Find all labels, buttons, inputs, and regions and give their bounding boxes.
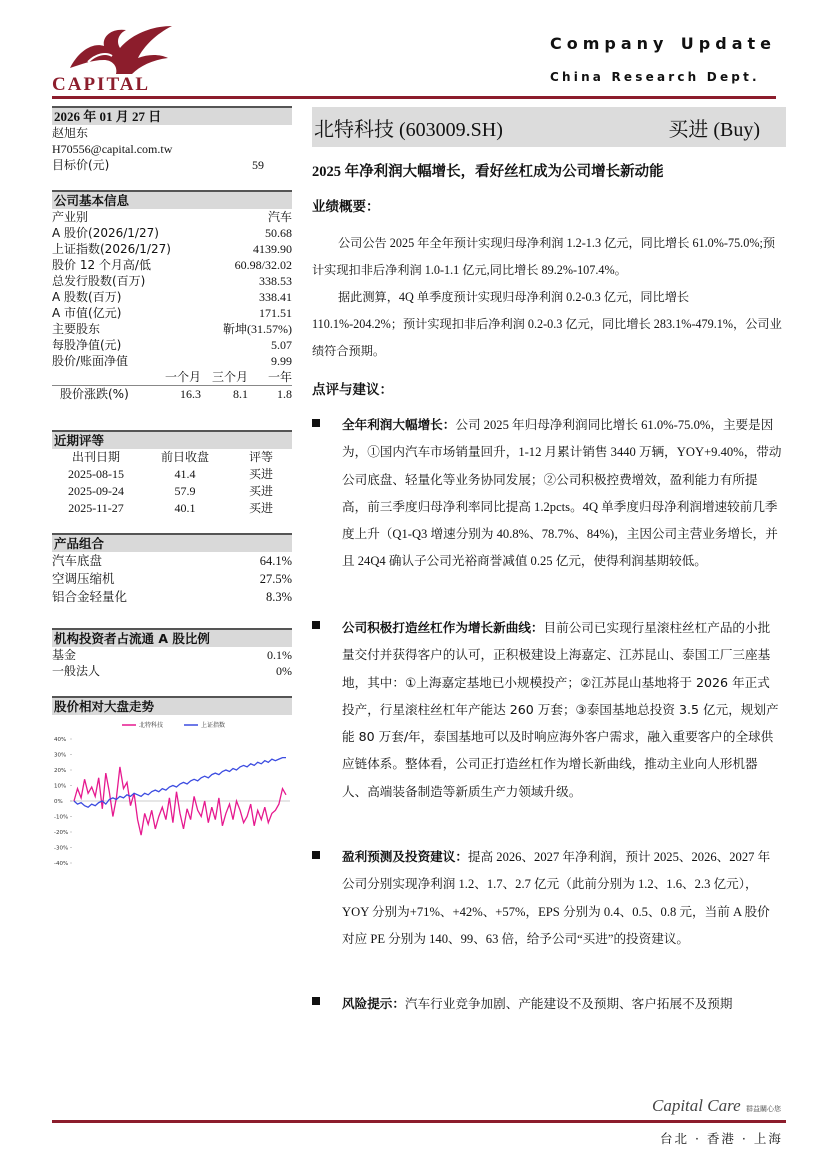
analyst-info — [52, 106, 292, 173]
perf-header-row — [52, 369, 292, 385]
chart-ytick-label: -30% — [54, 845, 69, 852]
holder-row — [52, 647, 292, 663]
basic-info-row — [52, 305, 292, 321]
chart-ytick-label: -10% — [54, 814, 69, 821]
holder-value: 0% — [276, 664, 292, 678]
perf-header-1m: 一个月 — [164, 370, 201, 384]
target-price-value: 59 — [252, 158, 264, 172]
rating-date: 2025-11-27 — [68, 501, 124, 515]
basic-info-row — [52, 337, 292, 353]
basic-info-label: 股价 12 个月高/低 — [52, 258, 151, 272]
rating-row — [52, 466, 292, 483]
footer-brand-cn: 群益關心您 — [746, 1105, 781, 1113]
footer-divider — [52, 1120, 786, 1123]
bullet-square-icon — [312, 997, 320, 1005]
basic-info-label: 股价/账面净值 — [52, 354, 129, 368]
bullet-risk-title: 风险提示： — [342, 996, 405, 1011]
perf-header-1y: 一年 — [267, 370, 292, 384]
rating-close: 40.1 — [174, 501, 196, 515]
bullet-profit — [312, 412, 782, 576]
report-type-word-1: Company — [550, 34, 669, 53]
ratings-header-rating: 评等 — [248, 450, 273, 464]
basic-info-value: 50.68 — [265, 226, 292, 240]
ratings-title: 近期评等 — [52, 430, 292, 449]
basic-info-row — [52, 209, 292, 225]
chart-ytick-label: 10% — [54, 783, 67, 790]
basic-info-row — [52, 273, 292, 289]
bullet-forecast-title: 盈利预测及投资建议： — [342, 850, 468, 864]
price-chart-svg — [52, 717, 292, 869]
chart-ytick-label: 40% — [54, 737, 67, 743]
basic-info-title: 公司基本信息 — [52, 190, 292, 209]
perf-label: 股价涨跌(%) — [60, 387, 129, 401]
research-dept: China Research Dept. — [550, 70, 760, 84]
basic-info-value: 靳坤(31.57%) — [223, 322, 292, 336]
perf-value-row — [52, 385, 292, 402]
bullet-square-icon — [312, 419, 320, 427]
holders-title: 机构投资者占流通 A 股比例 — [52, 628, 292, 647]
bullet-forecast — [312, 844, 782, 953]
basic-info-row — [52, 257, 292, 273]
product-label: 空调压缩机 — [52, 571, 115, 586]
chart-ytick-label: 20% — [54, 768, 67, 774]
logo-text: CAPITAL — [52, 74, 151, 95]
basic-info-label: A 股价(2026/1/27) — [52, 226, 159, 240]
chart-ytick-label: 0% — [54, 799, 63, 805]
rating-value: 买进 — [248, 484, 273, 498]
basic-info-value: 4139.90 — [253, 242, 292, 256]
rating-close: 41.4 — [174, 467, 196, 481]
basic-info-value: 60.98/32.02 — [234, 258, 292, 272]
rating-date: 2025-08-15 — [68, 467, 124, 481]
chart-legend-label: 上证指数 — [201, 722, 226, 729]
perf-value-1m: 16.3 — [180, 387, 201, 401]
rating-value: 买进 — [248, 501, 273, 515]
basic-info-label: 主要股东 — [52, 322, 101, 336]
basic-info-label: 总发行股数(百万) — [52, 274, 146, 288]
basic-info-value: 171.51 — [259, 306, 292, 320]
holder-row — [52, 663, 292, 679]
footer-brand: Capital Care — [652, 1096, 741, 1115]
target-price-label: 目标价(元) — [52, 158, 110, 172]
chart-series-line — [74, 758, 286, 808]
bullet-profit-title: 全年利润大幅增长： — [342, 418, 456, 432]
holders-table — [52, 628, 292, 679]
basic-info-label: A 股数(百万) — [52, 290, 122, 304]
basic-info-row — [52, 225, 292, 241]
bullet-risk — [312, 990, 782, 1017]
basic-info-value: 338.41 — [259, 290, 292, 304]
rating-value: 买进 — [248, 467, 273, 481]
summary-title: 业绩概要： — [312, 199, 380, 215]
basic-info-value: 9.99 — [271, 354, 292, 368]
footer-cities: 台北 · 香港 · 上海 — [660, 1131, 783, 1146]
basic-info-label: 上证指数(2026/1/27) — [52, 242, 171, 256]
product-row — [52, 552, 292, 570]
product-label: 铝合金轻量化 — [52, 589, 128, 604]
chart-ytick-label: 30% — [54, 752, 67, 759]
product-value: 27.5% — [259, 572, 292, 586]
company-name: 北特科技 (603009.SH) — [314, 118, 503, 141]
ratings-header-close: 前日收盘 — [160, 450, 209, 464]
basic-info-value: 5.07 — [271, 338, 292, 352]
product-row — [52, 588, 292, 606]
title-bar — [312, 107, 786, 147]
analyst-name: 赵旭东 — [52, 126, 89, 140]
holder-label: 一般法人 — [52, 664, 101, 678]
product-mix-table — [52, 533, 292, 606]
perf-value-3m: 8.1 — [233, 387, 248, 401]
bullet-profit-text: 公司 2025 年归母净利润同比增长 61.0%-75.0%，主要是因为，①国内汽车市场销量回升，1-12 月累计销售 3440 万辆，YOY+9.40%，带动公司底盘、轻量化等业务协同发展；②公司积极控费增效，盈利能力有所提高，前三季度归母净利率同比提高 1.2pcts。4Q 单季度归母净利润增速较前几季度上升（Q1-Q3 增速分别为 40.8%、78.7%、84%)，主因公司主营业务增长，并且 24Q4 确认子公司光裕商誉减值 0.25 亿元，使得利润基期较低。 — [342, 418, 782, 569]
basic-info-value: 汽车 — [267, 210, 292, 224]
header-divider — [52, 96, 776, 99]
chart-title: 股价相对大盘走势 — [52, 696, 292, 715]
ratings-header-date: 出刊日期 — [71, 450, 120, 464]
bullet-square-icon — [312, 851, 320, 859]
perf-header-3m: 三个月 — [211, 370, 248, 384]
product-value: 64.1% — [259, 554, 292, 568]
price-chart — [52, 696, 292, 869]
review-title: 点评与建议： — [312, 382, 393, 398]
capital-logo — [52, 24, 176, 96]
basic-info-row — [52, 241, 292, 257]
perf-value-1y: 1.8 — [277, 387, 292, 401]
bullet-risk-text: 汽车行业竞争加剧、产能建设不及预期、客户拓展不及预期 — [404, 996, 733, 1011]
basic-info-row — [52, 321, 292, 337]
analyst-email[interactable]: H70556@capital.com.tw — [52, 142, 173, 156]
bullet-screw-title: 公司积极打造丝杠作为增长新曲线： — [342, 620, 544, 635]
holder-label: 基金 — [52, 648, 77, 662]
rating-label: 买进 (Buy) — [668, 118, 760, 141]
eagle-icon — [52, 24, 176, 76]
headline: 2025 年净利润大幅增长，看好丝杠成为公司增长新动能 — [312, 164, 664, 180]
basic-info-value: 338.53 — [259, 274, 292, 288]
product-label: 汽车底盘 — [52, 553, 103, 568]
rating-row — [52, 500, 292, 517]
ratings-header-row — [52, 449, 292, 466]
basic-info-label: 产业别 — [52, 210, 89, 224]
bullet-screw-text: 目前公司已实现行星滚柱丝杠产品的小批量交付并获得客户的认可，正积极建设上海嘉定、江苏昆山、泰国工厂三座基地，其中：①上海嘉定基地已小规模投产；②江苏昆山基地将于 2026 年正式投产，行星滚柱丝杠年产能达 260 万套；③泰国基地总投资 3.5 亿元，规划产能 80 万套/年，泰国基地可以及时响应海外客户需求，融入重要客户的全球供应链体系。整体看，公司正打造丝杠作为增长新曲线，推动主业向人形机器人、高端装备制造等新质生产力领域升级。 — [342, 620, 779, 799]
bullet-forecast-text: 提高 2026、2027 年净利润，预计 2025、2026、2027 年公司分别实现净利润 1.2、1.7、2.7 亿元（此前分别为 1.2、1.6、2.3 亿元），YOY 分别为+71%、+42%、+57%，EPS 分别为 0.4、0.5、0.8 元，当前 A 股价对应 PE 分别为 140、99、63 倍，给予公司“买进”的投资建议。 — [342, 850, 771, 946]
product-row — [52, 570, 292, 588]
bullet-screw — [312, 614, 782, 805]
chart-ytick-label: -40% — [54, 861, 69, 867]
ratings-table — [52, 430, 292, 517]
basic-info-label: 每股净值(元) — [52, 338, 122, 352]
basic-info-label: A 市值(亿元) — [52, 306, 122, 320]
product-value: 8.3% — [265, 590, 292, 604]
chart-ytick-label: -20% — [54, 830, 69, 836]
summary-paragraph-2: 据此测算，4Q 单季度预计实现归母净利润 0.2-0.3 亿元，同比增长 110.1%-204.2%；预计实现扣非后净利润 0.2-0.3 亿元，同比增长 283.1%-479.1%，公司业绩符合预期。 — [312, 290, 782, 358]
bullet-square-icon — [312, 621, 320, 629]
basic-info-row — [52, 353, 292, 369]
basic-info-row — [52, 289, 292, 305]
report-type-word-2: Update — [680, 34, 776, 53]
basic-info-table — [52, 190, 292, 402]
holder-value: 0.1% — [267, 648, 292, 662]
rating-close: 57.9 — [174, 484, 196, 498]
rating-row — [52, 483, 292, 500]
product-mix-title: 产品组合 — [52, 533, 292, 552]
rating-date: 2025-09-24 — [68, 484, 124, 498]
chart-legend-label: 北特科技 — [139, 722, 164, 729]
summary-paragraph-1: 公司公告 2025 年全年预计实现归母净利润 1.2-1.3 亿元，同比增长 61.0%-75.0%;预计实现扣非后净利润 1.0-1.1 亿元,同比增长 89.2%-107.4%。 — [312, 236, 776, 277]
report-date: 2026 年 01 月 27 日 — [52, 106, 292, 125]
report-type — [550, 34, 776, 53]
